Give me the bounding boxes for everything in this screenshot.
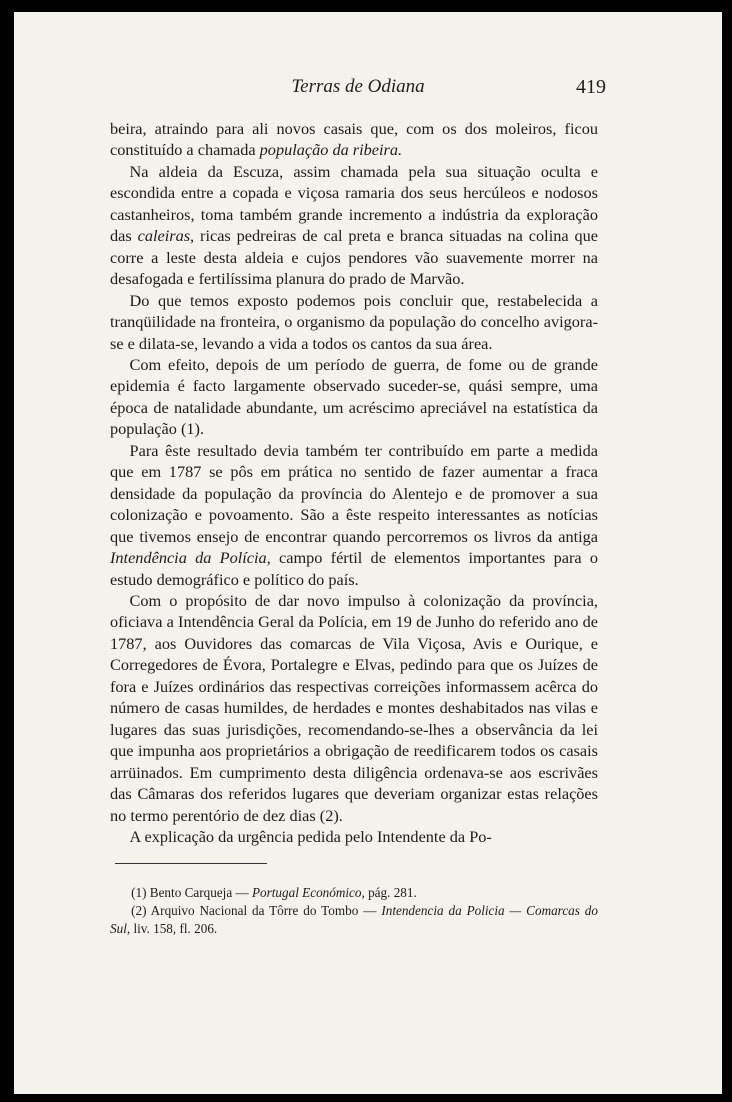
footnote-italic: Portugal Económico, [251,885,365,900]
running-head [110,76,606,106]
paragraph: Com efeito, depois de um período de guerra, de fome ou de grande epidemia é facto largamente observado suceder-se, quási sempre, uma época de natalidade abundante, um acréscimo apreciável na estatística da população (1). [110,354,598,439]
italic-phrase: população da ribeira. [259,140,403,160]
italic-phrase: caleiras, [137,226,195,246]
footnote-text: (1) Bento Carqueja — [131,885,252,900]
paragraph [110,440,598,590]
footnote-text: (2) Arquivo Nacional da Tôrre do Tombo — [131,903,382,918]
paragraph [110,161,598,290]
paragraph-text: campo fértil de elementos importantes para o estudo demográfico e político do país. [110,548,598,589]
footnote-italic: Intendencia da Policia — Comarcas do Sul, [110,903,598,936]
paragraph [110,118,598,161]
footnote [110,902,598,938]
paragraph: A explicação da urgência pedida pelo Intendente da Po- [129,826,492,846]
italic-phrase: Intendência da Polícia, [110,548,271,568]
paragraph-text: ricas pedreiras de cal preta e branca situadas na colina que corre a leste desta aldeia e cujos pendores vão suavemente morrer na desafogada e fertilíssima planura do prado de Marvão. [110,226,598,289]
book-page [14,12,722,1094]
paragraph-text: Para êste resultado devia também ter contribuído em parte a medida que em 1787 se pôs em prática no sentido de fazer aumentar a fraca densidade da população da província do Alentejo e de promover a sua colonização e povoamento. São a êste respeito interessantes as notícias que tivemos ensejo de encontrar quando percorremos os livros da antiga [110,440,598,546]
page-number: 419 [576,76,606,98]
footnote-text: liv. 158, fl. 206. [130,921,218,936]
paragraph: Com o propósito de dar novo impulso à colonização da província, oficiava a Intendência Geral da Polícia, em 19 de Junho do referido ano de 1787, aos Ouvidores das comarcas de Vila Viçosa, Avis e Ourique, e Corregedores de Évora, Portalegre e Elvas, pedindo para que os Juízes de fora e Juízes ordinários das respectivas correições informassem acêrca do número de casas humildes, de herdades e montes deshabitados nas vilas e lugares das suas jurisdições, recomendando-se-lhes a observância da lei que impunha aos proprietários a obrigação de reedificarem todos os casais arrüinados. Em cumprimento desta diligência ordenava-se aos escrivães das Câmaras dos referidos lugares que deveriam organizar estas relações no termo perentório de dez dias (2). [110,590,598,825]
paragraph-text: beira, atraindo para ali novos casais que, com os dos moleiros, ficou constituído a chamada [110,119,598,160]
footnote [110,884,598,902]
paragraph: Do que temos exposto podemos pois concluir que, restabelecida a tranqüilidade na fronteira, o organismo da população do concelho avigora-se e dilata-se, levando a vida a todos os cantos da sua área. [110,290,598,353]
footnote-text: pág. 281. [364,885,417,900]
paragraph-text: Na aldeia da Escuza, assim chamada pela sua situação oculta e escondida entre a copada e viçosa ramaria dos seus hercúleos e nodosos castanheiros, toma também grande incremento a indústria da exploração das [110,161,598,246]
running-title: Terras de Odiana [291,76,425,97]
footnotes [110,884,598,938]
body-text [110,118,598,847]
footnote-rule [115,863,267,864]
